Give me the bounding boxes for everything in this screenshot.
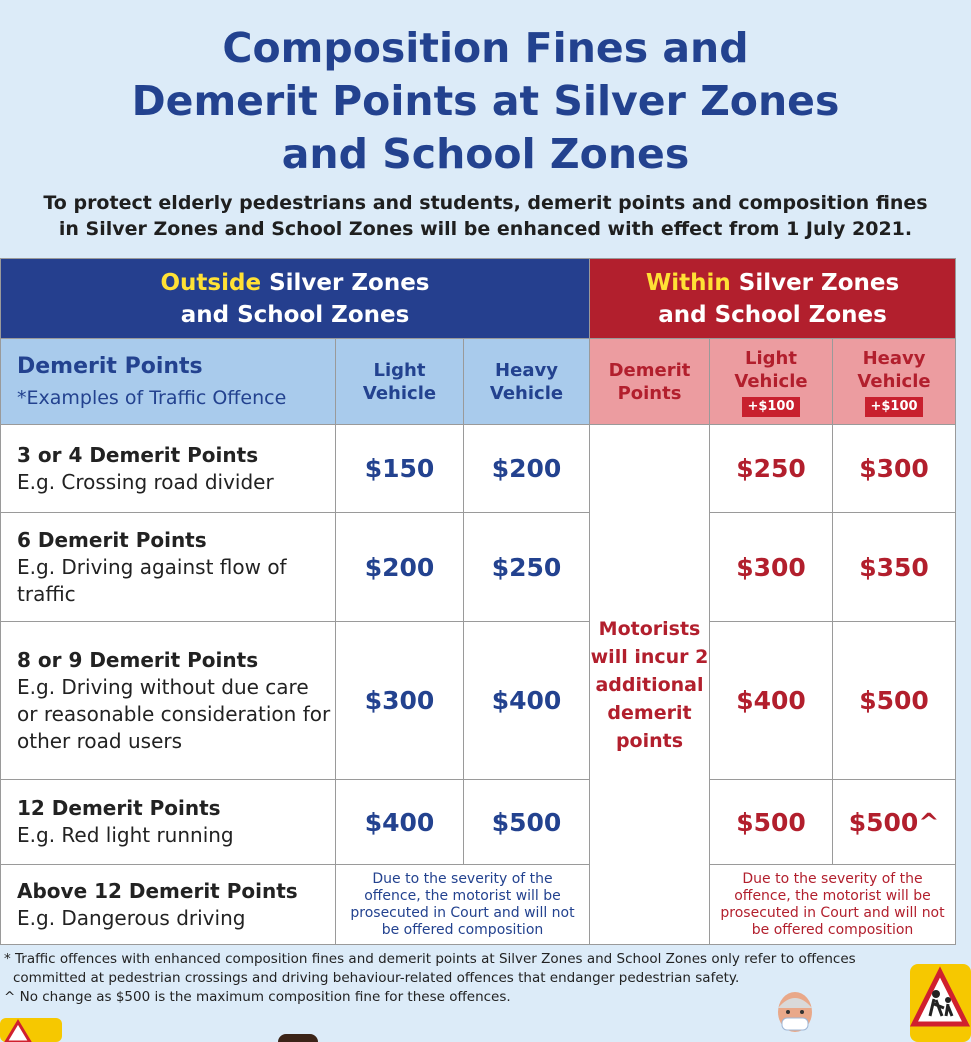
table-row <box>1 622 956 780</box>
table-row <box>1 513 956 622</box>
page-subtitle <box>0 190 971 242</box>
heavy-vehicle-line-1: Heavy <box>495 359 558 381</box>
within-zones-header <box>590 259 956 339</box>
elderly-crossing-sign-icon <box>910 964 971 1042</box>
page-title <box>0 22 971 181</box>
demerit-level: Above 12 Demerit Points <box>17 878 298 903</box>
outside-heavy-fine: $250 <box>464 513 590 622</box>
outside-line-2: and School Zones <box>180 301 410 328</box>
within-heavy-line-1: Heavy <box>862 347 926 369</box>
surcharge-badge: +$100 <box>742 397 799 417</box>
outside-light-fine: $400 <box>336 780 464 865</box>
elderly-man-illustration <box>772 990 818 1042</box>
offence-cell <box>1 622 336 780</box>
offence-example: E.g. Red light running <box>17 823 234 847</box>
outside-rest: Silver Zones <box>269 269 430 296</box>
outside-heavy-fine: $400 <box>464 622 590 780</box>
table-row <box>1 865 956 945</box>
table-row <box>1 425 956 513</box>
within-demerit-points-header <box>590 339 710 425</box>
column-header-row <box>1 339 956 425</box>
within-heavy-fine: $350 <box>833 513 956 622</box>
footnote-caret: ^ No change as $500 is the maximum composition fine for these offences. <box>4 989 511 1005</box>
footnote-star: * Traffic offences with enhanced composition fines and demerit points at Silver Zones and School Zones only refer to offences committed at pedestrian crossings and driving behaviour-related offences that endanger pedestrian safety. <box>4 951 856 986</box>
offence-example: E.g. Driving against flow of traffic <box>17 554 287 606</box>
within-court-note: Due to the severity of the offence, the motorist will be prosecuted in Court and will not be offered composition <box>710 865 956 945</box>
offence-example: E.g. Dangerous driving <box>17 905 246 930</box>
within-light-fine: $500 <box>710 780 833 865</box>
outside-heavy-fine: $500 <box>464 780 590 865</box>
within-heavy-fine: $300 <box>833 425 956 513</box>
within-highlight: Within <box>645 269 731 296</box>
offence-cell <box>1 865 336 945</box>
title-line-3: and School Zones <box>281 130 690 178</box>
demerit-level: 6 Demerit Points <box>17 527 207 552</box>
outside-heavy-vehicle-header <box>464 339 590 425</box>
within-light-vehicle-header <box>710 339 833 425</box>
within-light-fine: $250 <box>710 425 833 513</box>
warning-sign-icon <box>0 1018 62 1042</box>
offence-cell <box>1 425 336 513</box>
outside-heavy-fine: $200 <box>464 425 590 513</box>
title-line-1: Composition Fines and <box>222 24 749 72</box>
heavy-vehicle-line-2: Vehicle <box>489 382 564 404</box>
demerit-col-line-2: Points <box>617 382 682 404</box>
demerit-level: 3 or 4 Demerit Points <box>17 442 259 467</box>
within-heavy-fine: $500 <box>833 622 956 780</box>
demerit-col-line-1: Demerit <box>608 359 691 381</box>
surcharge-badge: +$100 <box>865 397 922 417</box>
within-heavy-vehicle-header <box>833 339 956 425</box>
offence-cell <box>1 780 336 865</box>
table-row <box>1 780 956 865</box>
within-heavy-fine: $500^ <box>833 780 956 865</box>
within-light-fine: $300 <box>710 513 833 622</box>
offence-example: E.g. Driving without due care or reasonable consideration for other road users <box>17 674 331 753</box>
student-illustration <box>278 1034 318 1042</box>
within-light-fine: $400 <box>710 622 833 780</box>
outside-zones-header <box>1 259 590 339</box>
demerit-points-header <box>1 339 336 425</box>
subtitle-line-1: To protect elderly pedestrians and students, demerit points and composition fines <box>43 192 928 214</box>
outside-light-fine: $300 <box>336 622 464 780</box>
title-line-2: Demerit Points at Silver Zones <box>131 77 840 125</box>
within-light-line-2: Vehicle <box>734 370 808 392</box>
outside-light-fine: $200 <box>336 513 464 622</box>
within-heavy-line-2: Vehicle <box>857 370 931 392</box>
light-vehicle-line-1: Light <box>373 359 426 381</box>
subtitle-line-2: in Silver Zones and School Zones will be enhanced with effect from 1 July 2021. <box>58 218 913 240</box>
fines-table <box>0 258 956 945</box>
offence-cell <box>1 513 336 622</box>
outside-highlight: Outside <box>160 269 262 296</box>
outside-light-fine: $150 <box>336 425 464 513</box>
within-line-2: and School Zones <box>658 301 887 328</box>
within-rest: Silver Zones <box>738 269 900 296</box>
within-light-line-1: Light <box>745 347 797 369</box>
outside-court-note: Due to the severity of the offence, the motorist will be prosecuted in Court and will not be offered composition <box>336 865 590 945</box>
demerit-points-label: Demerit Points <box>17 354 203 379</box>
examples-note: *Examples of Traffic Offence <box>17 387 287 409</box>
demerit-level: 8 or 9 Demerit Points <box>17 647 259 672</box>
offence-example: E.g. Crossing road divider <box>17 469 274 494</box>
additional-points-note: Motorists will incur 2 additional demerit points <box>590 425 710 945</box>
demerit-level: 12 Demerit Points <box>17 796 221 820</box>
light-vehicle-line-2: Vehicle <box>362 382 437 404</box>
outside-light-vehicle-header <box>336 339 464 425</box>
zone-header-row <box>1 259 956 339</box>
